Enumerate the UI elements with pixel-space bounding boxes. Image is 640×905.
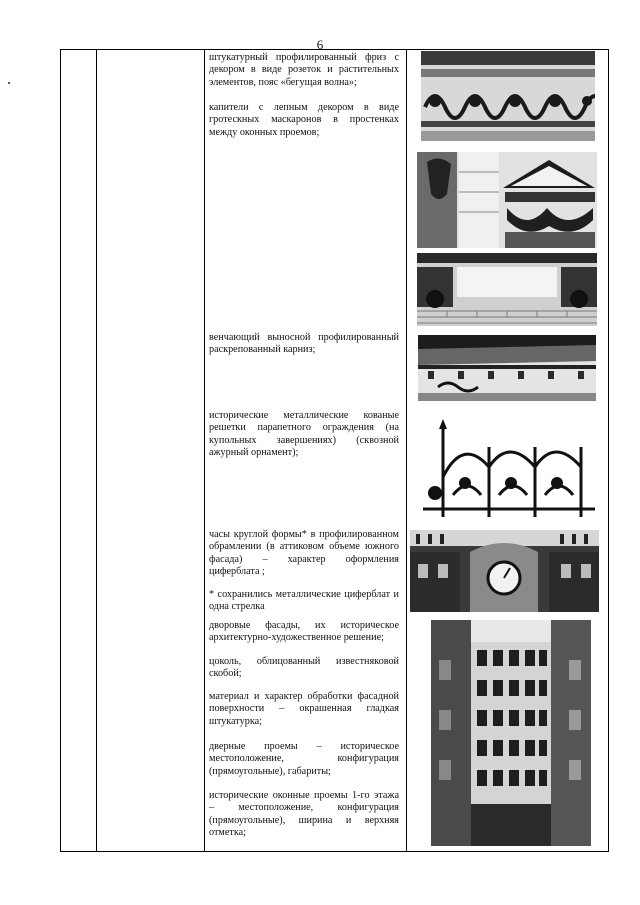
item-door-openings: дверные проемы – историческое местоположение, конфигурация (прямоугольные), габариты; [209,741,399,777]
page-number: 6 [316,37,324,52]
item-window-openings: исторические оконные проемы 1-го этажа – местоположение, конфигурация (прямоугольные), ширина и верхняя отметка; [209,790,399,839]
item-courtyard-facades: дворовые фасады, их историческое архитектурно-художественное решение; [209,620,399,644]
item-frieze: штукатурный профилированный фриз с декором в виде розеток и растительных элементов, пояс «бегущая волна»; [209,52,399,88]
elements-table [60,49,609,852]
item-capitals: капители с лепным декором в виде гротескных маскаронов в простенках между оконных проемов; [209,102,399,138]
column-divider-2 [204,50,205,851]
column-divider-3 [406,50,407,851]
item-parapet-grille: исторические металлические кованые решетки парапетного ограждения (на купольных завершениях) (сквозной ажурный орнамент); [209,410,399,459]
item-clock: часы круглой формы* в профилированном обрамлении (в аттиковом объеме южного фасада) – характер оформления циферблата ; [209,529,399,578]
item-facade-surface: материал и характер обработки фасадной поверхности – окрашенная гладкая штукатурка; [209,691,399,727]
capitals-window-photo [417,253,597,326]
item-plinth: цоколь, облицованный известняковой скобой; [209,656,399,680]
capital-mascaron-photo [417,152,597,248]
cornice-photo [418,335,596,401]
parapet-grille-photo [423,417,595,521]
courtyard-facade-photo [431,620,591,846]
frieze-photo [421,51,595,141]
column-divider-1 [96,50,97,851]
margin-mark [8,82,10,84]
item-clock-note: * сохранились металлические циферблат и одна стрелка [209,589,399,613]
item-cornice: венчающий выносной профилированный раскрепованный карниз; [209,332,399,356]
attic-clock-photo [410,530,599,612]
